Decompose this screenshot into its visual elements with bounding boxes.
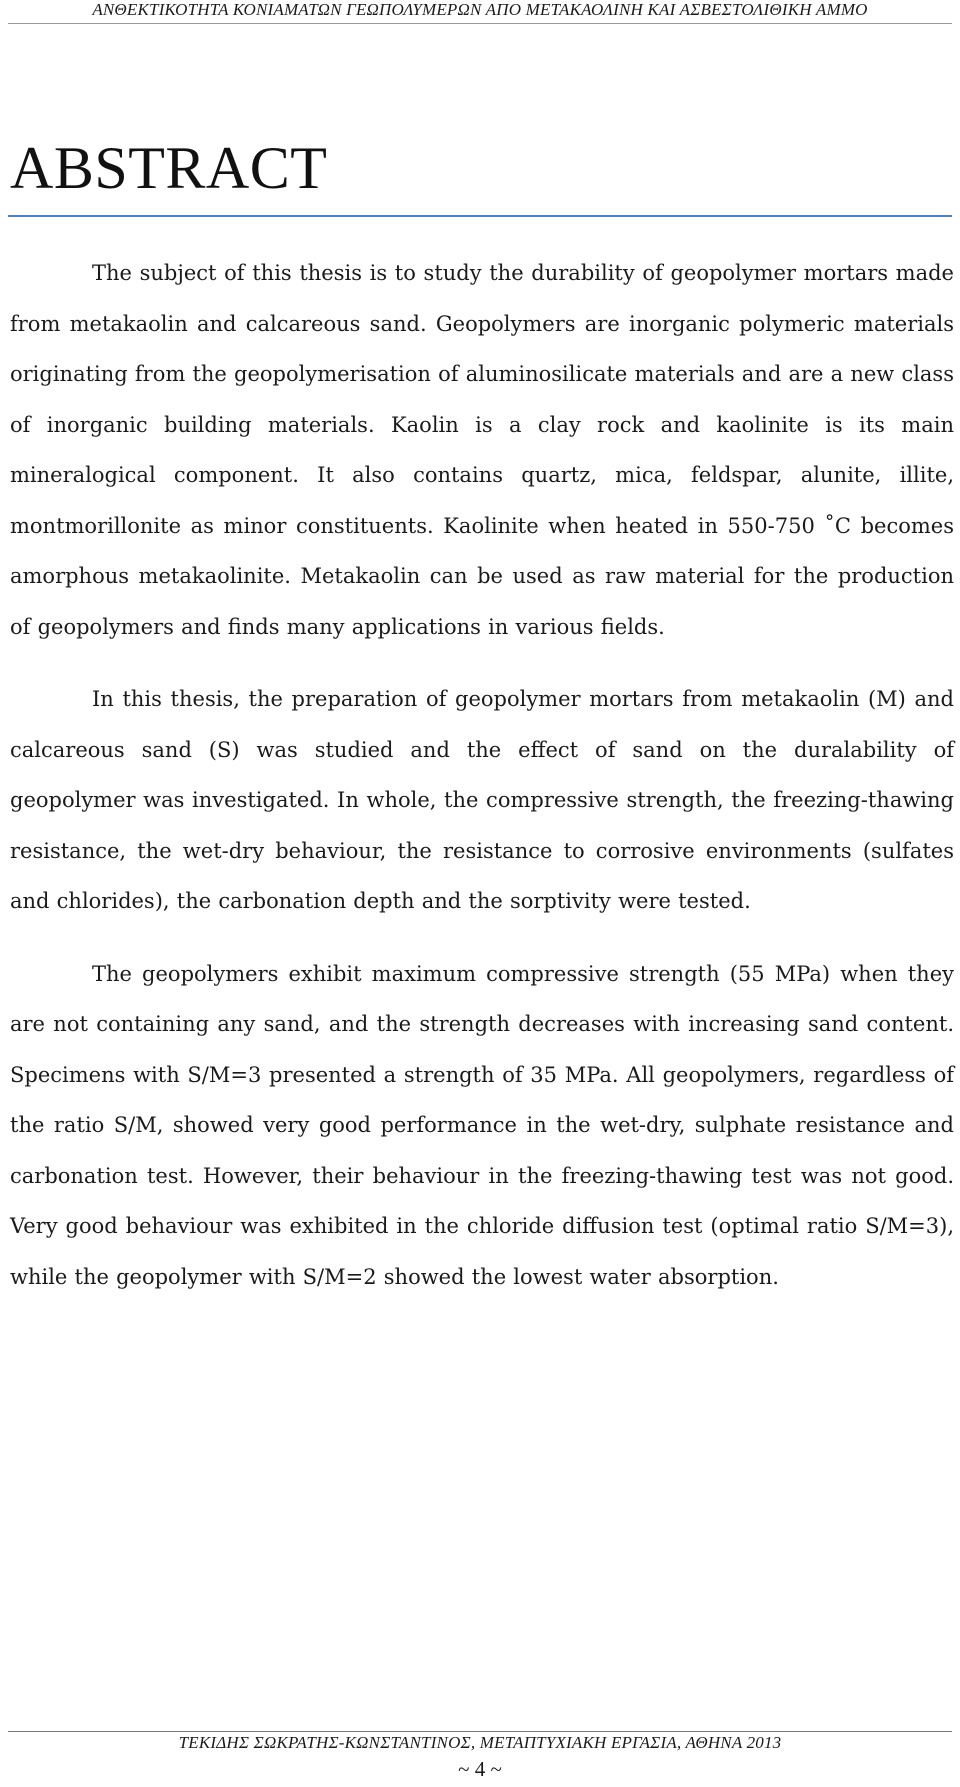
running-header: ΑΝΘΕΚΤΙΚΟΤΗΤΑ ΚΟΝΙΑΜΑΤΩΝ ΓΕΩΠΟΛΥΜΕΡΩΝ ΑΠΟ ΜΕΤΑΚΑΟΛΙΝΗ ΚΑΙ ΑΣΒΕΣΤΟΛΙΘΙΚΗ ΑΜΜΟ [92, 0, 868, 19]
abstract-body [10, 248, 954, 1324]
running-footer: ΤΕΚΙΔΗΣ ΣΩΚΡΑΤΗΣ-ΚΩΝΣΤΑΝΤΙΝΟΣ, ΜΕΤΑΠΤΥΧΙΑΚΗ ΕΡΓΑΣΙΑ, ΑΘΗΝΑ 2013 [178, 1733, 782, 1752]
page-number: ~ 4 ~ [458, 1757, 502, 1781]
section-title: ABSTRACT [10, 135, 328, 201]
abstract-paragraph-3: The geopolymers exhibit maximum compressive strength (55 MPa) when they are not containing any sand, and the strength decreases with increasing sand content. Specimens with S/M=3 presented a strength of 35 MPa. All geopolymers, regardless of the ratio S/M, showed very good performance in the wet-dry, sulphate resistance and carbonation test. However, their behaviour in the freezing-thawing test was not good. Very good behaviour was exhibited in the chloride diffusion test (optimal ratio S/M=3), while the geopolymer with S/M=2 showed the lowest water absorption. [10, 961, 954, 1289]
abstract-paragraph-1: The subject of this thesis is to study the durability of geopolymer mortars made from metakaolin and calcareous sand. Geopolymers are inorganic polymeric materials originating from the geopolymerisation of aluminosilicate materials and are a new class of inorganic building materials. Kaolin is a clay rock and kaolinite is its main mineralogical component. It also contains quartz, mica, feldspar, alunite, illite, montmorillonite as minor constituents. Kaolinite when heated in 550-750 ˚C becomes amorphous metakaolinite. Metakaolin can be used as raw material for the production of geopolymers and finds many applications in various fields. [10, 261, 954, 639]
header-divider [8, 23, 952, 24]
footer-divider [8, 1731, 952, 1732]
title-divider [8, 215, 952, 217]
abstract-paragraph-2: In this thesis, the preparation of geopolymer mortars from metakaolin (M) and calcareous sand (S) was studied and the effect of sand on the duralability of geopolymer was investigated. In whole, the compressive strength, the freezing-thawing resistance, the wet-dry behaviour, the resistance to corrosive environments (sulfates and chlorides), the carbonation depth and the sorptivity were tested. [10, 687, 954, 913]
